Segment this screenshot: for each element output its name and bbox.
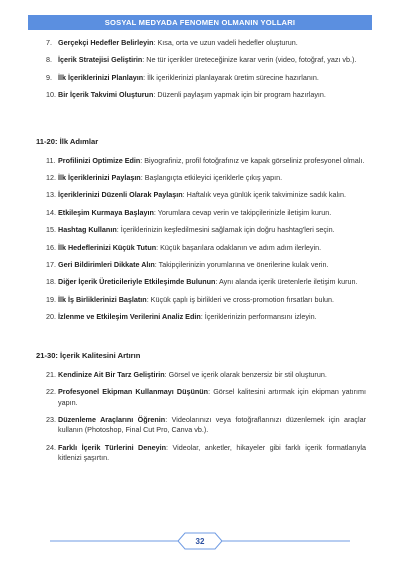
item-heading: İlk İş Birliklerinizi Başlatın: [58, 294, 147, 304]
item-text: : Düzenli paylaşım yapmak için bir program hazırlayın.: [153, 90, 326, 100]
item-number: 12.: [46, 173, 56, 183]
item-text: : Videolarınızı veya fotoğraflarınızı düzenlemek için araçlar kullanın (Photoshop, Final Cut Pro, Canva vb.).: [58, 414, 367, 435]
item-heading: Hashtag Kullanın: [58, 225, 117, 235]
page-footer: [50, 532, 350, 550]
item-text: : Videolar, anketler, hikayeler gibi farklı içerik formatlarıyla kitlenizi şaşırtın.: [58, 442, 366, 463]
item-heading: Geri Bildirimleri Dikkate Alın: [58, 260, 155, 270]
list-item: [36, 415, 366, 436]
item-heading: İzlenme ve Etkileşim Verilerini Analiz Edin: [58, 312, 201, 322]
item-number: 7.: [46, 38, 52, 47]
list-item: [36, 90, 366, 100]
list-item: [36, 312, 366, 322]
list-item: [36, 225, 366, 235]
list-item: [36, 208, 366, 218]
list-item: [36, 55, 366, 65]
section-title: 21-30: İçerik Kalitesini Artırın: [36, 350, 141, 360]
item-heading: Farklı İçerik Türlerini Deneyin: [58, 442, 167, 452]
item-heading: İlk İçeriklerinizi Planlayın: [58, 72, 144, 82]
item-heading: Diğer İçerik Üreticileriyle Etkileşimde Bulunun: [58, 277, 216, 287]
item-heading: Kendinize Ait Bir Tarz Geliştirin: [58, 369, 165, 379]
item-number: 22.: [46, 387, 56, 397]
list-item: [36, 38, 366, 48]
item-text: : Görsel kalitesini artırmak için ekipman yatırımı yapın.: [58, 387, 367, 407]
item-text: : Ne tür içerikler üreteceğinize karar verin (video, fotoğraf, yazı vb.).: [142, 55, 357, 65]
item-number: 18.: [46, 277, 56, 287]
page-number: 32: [195, 536, 205, 546]
list-item: [36, 243, 366, 253]
list-item: [36, 295, 366, 305]
item-text: : Takipçilerinizin yorumlarına ve önerilerine kulak verin.: [154, 260, 329, 270]
item-text: : Başlangıçta etkileyici içeriklerle çıkış yapın.: [140, 173, 283, 183]
list-item: [36, 387, 366, 408]
item-heading: Profilinizi Optimize Edin: [58, 155, 141, 165]
item-number: 20.: [46, 312, 56, 322]
item-text: : Haftalık veya günlük içerik takviminize sadık kalın.: [182, 190, 347, 200]
item-heading: Gerçekçi Hedefler Belirleyin: [58, 38, 154, 47]
list-item: [36, 156, 366, 166]
item-number: 24.: [46, 442, 56, 452]
item-number: 10.: [46, 90, 56, 100]
list-item: [36, 370, 366, 380]
item-number: 23.: [46, 414, 56, 424]
item-text: : İlk içeriklerinizi planlayarak üretim sürecine hazırlanın.: [143, 72, 319, 82]
item-text: : Aynı alanda içerik üretenlerle iletişim kurun.: [215, 277, 358, 287]
item-number: 14.: [46, 207, 56, 217]
item-number: 21.: [46, 369, 56, 379]
item-heading: İlk İçeriklerinizi Paylaşın: [58, 173, 141, 183]
item-heading: İçerik Stratejisi Geliştirin: [58, 55, 143, 65]
header-banner: [28, 15, 372, 30]
item-text: : Kısa, orta ve uzun vadeli hedefler oluşturun.: [153, 38, 298, 47]
item-text: : Biyografiniz, profil fotoğrafınız ve kapak görseliniz profesyonel olmalı.: [140, 155, 365, 165]
list-item: [36, 173, 366, 183]
list-item: [36, 190, 366, 200]
item-text: : Görsel ve içerik olarak benzersiz bir stil oluşturun.: [164, 369, 327, 379]
item-number: 15.: [46, 225, 56, 235]
item-heading: İlk Hedeflerinizi Küçük Tutun: [58, 242, 157, 252]
item-number: 17.: [46, 260, 56, 270]
list-item: [36, 443, 366, 464]
item-heading: Düzenleme Araçlarını Öğrenin: [58, 414, 166, 424]
header-title: SOSYAL MEDYADA FENOMEN OLMANIN YOLLARI: [104, 18, 296, 27]
item-number: 13.: [46, 190, 56, 200]
section-title: 11-20: İlk Adımlar: [36, 136, 99, 146]
item-text: : Küçük başarılara odaklanın ve adım adım ilerleyin.: [156, 242, 322, 252]
list-item: [36, 73, 366, 83]
item-heading: Etkileşim Kurmaya Başlayın: [58, 207, 154, 217]
item-number: 16.: [46, 242, 56, 252]
item-number: 19.: [46, 294, 56, 304]
item-text: : Küçük çaplı iş birlikleri ve cross-promotion fırsatları bulun.: [146, 294, 335, 304]
content-area: [36, 38, 366, 464]
item-heading: Bir İçerik Takvimi Oluşturun: [58, 90, 154, 100]
item-text: : Yorumlara cevap verin ve takipçilerinizle iletişim kurun.: [153, 207, 332, 217]
item-text: : İçeriklerinizin keşfedilmesini sağlamak için doğru hashtag'leri seçin.: [116, 225, 335, 235]
item-heading: Profesyonel Ekipman Kullanmayı Düşünün: [58, 387, 209, 397]
item-text: : İçeriklerinizin performansını izleyin.: [200, 312, 317, 322]
item-heading: İçeriklerinizi Düzenli Olarak Paylaşın: [58, 190, 183, 200]
list-item: [36, 260, 366, 270]
list-item: [36, 277, 366, 287]
item-number: 9.: [46, 72, 52, 82]
item-number: 11.: [46, 155, 56, 165]
item-number: 8.: [46, 55, 52, 65]
